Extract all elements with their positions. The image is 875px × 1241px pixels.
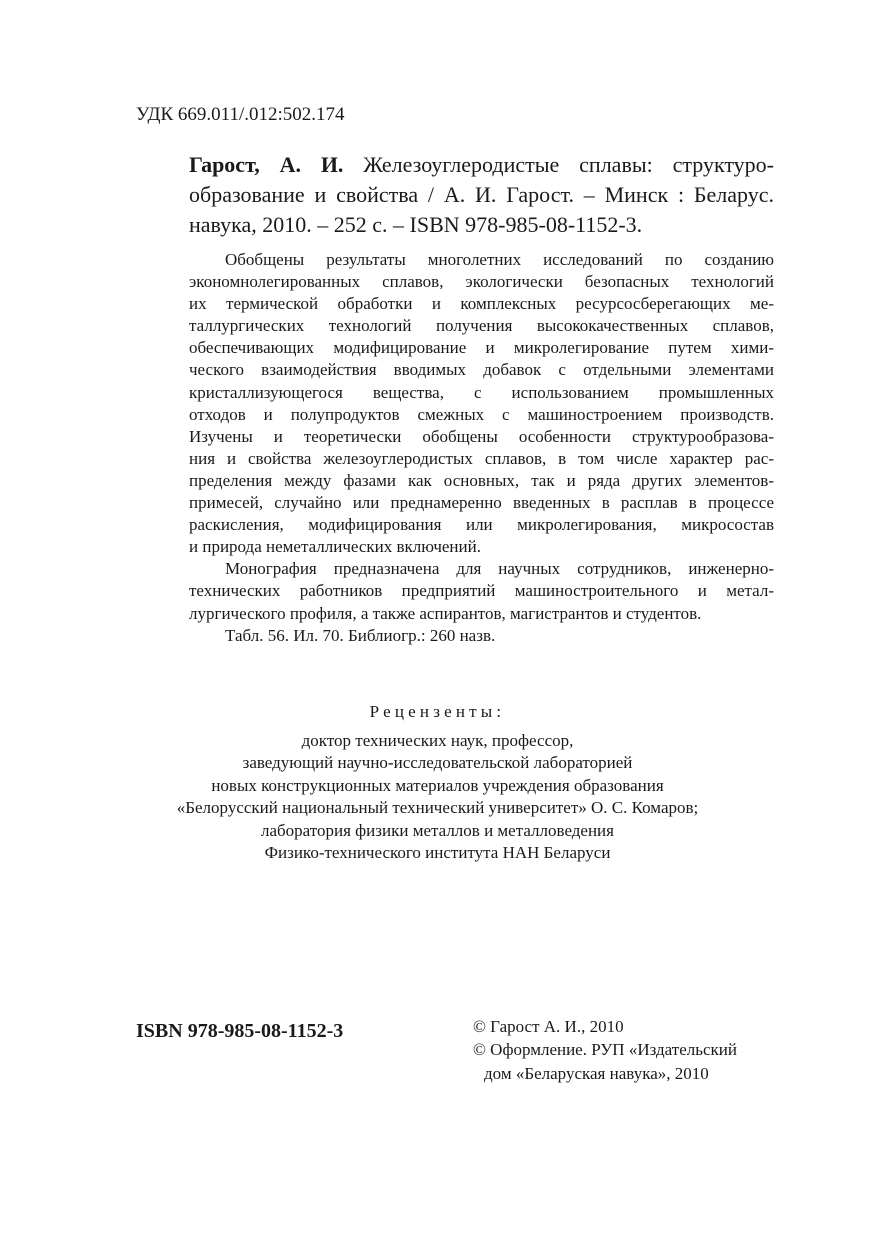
copyright-line: дом «Беларуская навука», 2010 — [484, 1063, 709, 1083]
copyright-line: © Гарост А. И., 2010 — [473, 1017, 624, 1036]
annotation-line: ния и свойства железоуглеродистых сплавов, в том числе характер рас- — [189, 448, 774, 468]
biblio-line-2: образование и свойства / А. И. Гарост. – Минск : Беларус. — [189, 182, 774, 207]
annotation-line: Изучены и теоретически обобщены особенности структурообразова- — [189, 426, 774, 446]
author-name: Гарост, А. И. — [189, 152, 344, 177]
biblio-line-1 — [189, 150, 774, 180]
reviewers-heading: Рецензенты: — [369, 702, 506, 721]
reviewer-line: доктор технических наук, профессор, — [301, 731, 574, 750]
annotation-line: их термической обработки и комплексных ресурсосберегающих ме- — [189, 294, 774, 314]
copyright-block — [473, 1015, 737, 1085]
udk-code: УДК 669.011/.012:502.174 — [136, 104, 345, 125]
annotation-line: технических работников предприятий машиностроительного и метал- — [189, 581, 774, 601]
reviewer-line: лаборатория физики металлов и металловедения — [261, 820, 614, 840]
reviewers-list — [0, 730, 875, 864]
isbn: ISBN 978-985-08-1152-3 — [136, 1020, 344, 1042]
annotation-line: примесей, случайно или преднамеренно введенных в расплав в процессе — [189, 493, 774, 513]
annotation-line: раскисления, модифицирования или микролегирования, микросостав — [189, 515, 774, 535]
annotation-line: кристаллизующегося вещества, с использованием промышленных — [189, 382, 774, 402]
reviewer-line: заведующий научно-исследовательской лабораторией — [242, 753, 633, 773]
annotation-line: обеспечивающих модифицирование и микролегирование путем хими- — [189, 338, 774, 358]
biblio-title-start: Железоуглеродистые сплавы: структуро- — [343, 152, 774, 177]
biblio-line-3: навука, 2010. – 252 с. – ISBN 978-985-08-1152-3. — [189, 212, 643, 237]
annotation — [189, 249, 774, 647]
annotation-line: ческого взаимодействия вводимых добавок с отдельными элементами — [189, 360, 774, 380]
copyright-line: © Оформление. РУП «Издательский — [473, 1040, 737, 1060]
annotation-line: экономнолегированных сплавов, экологически безопасных технологий — [189, 272, 774, 292]
annotation-line: лургического профиля, а также аспирантов, магистрантов и студентов. — [189, 603, 702, 623]
annotation-line: Табл. 56. Ил. 70. Библиогр.: 260 назв. — [225, 625, 496, 645]
annotation-line: пределения между фазами как основных, так и ряда других элементов- — [189, 470, 774, 490]
annotation-line: таллургических технологий получения высококачественных сплавов, — [189, 316, 774, 336]
reviewer-line: Физико-технического института НАН Беларуси — [264, 843, 611, 863]
annotation-line: отходов и полупродуктов смежных с машиностроением производств. — [189, 404, 774, 424]
annotation-line: Обобщены результаты многолетних исследований по созданию — [225, 250, 774, 269]
reviewer-line: «Белорусский национальный технический университет» О. С. Комаров; — [176, 798, 699, 818]
bibliographic-description — [189, 150, 774, 240]
annotation-line: и природа неметаллических включений. — [189, 537, 481, 557]
annotation-line: Монография предназначена для научных сотрудников, инженерно- — [225, 559, 774, 579]
reviewer-line: новых конструкционных материалов учреждения образования — [211, 775, 664, 795]
